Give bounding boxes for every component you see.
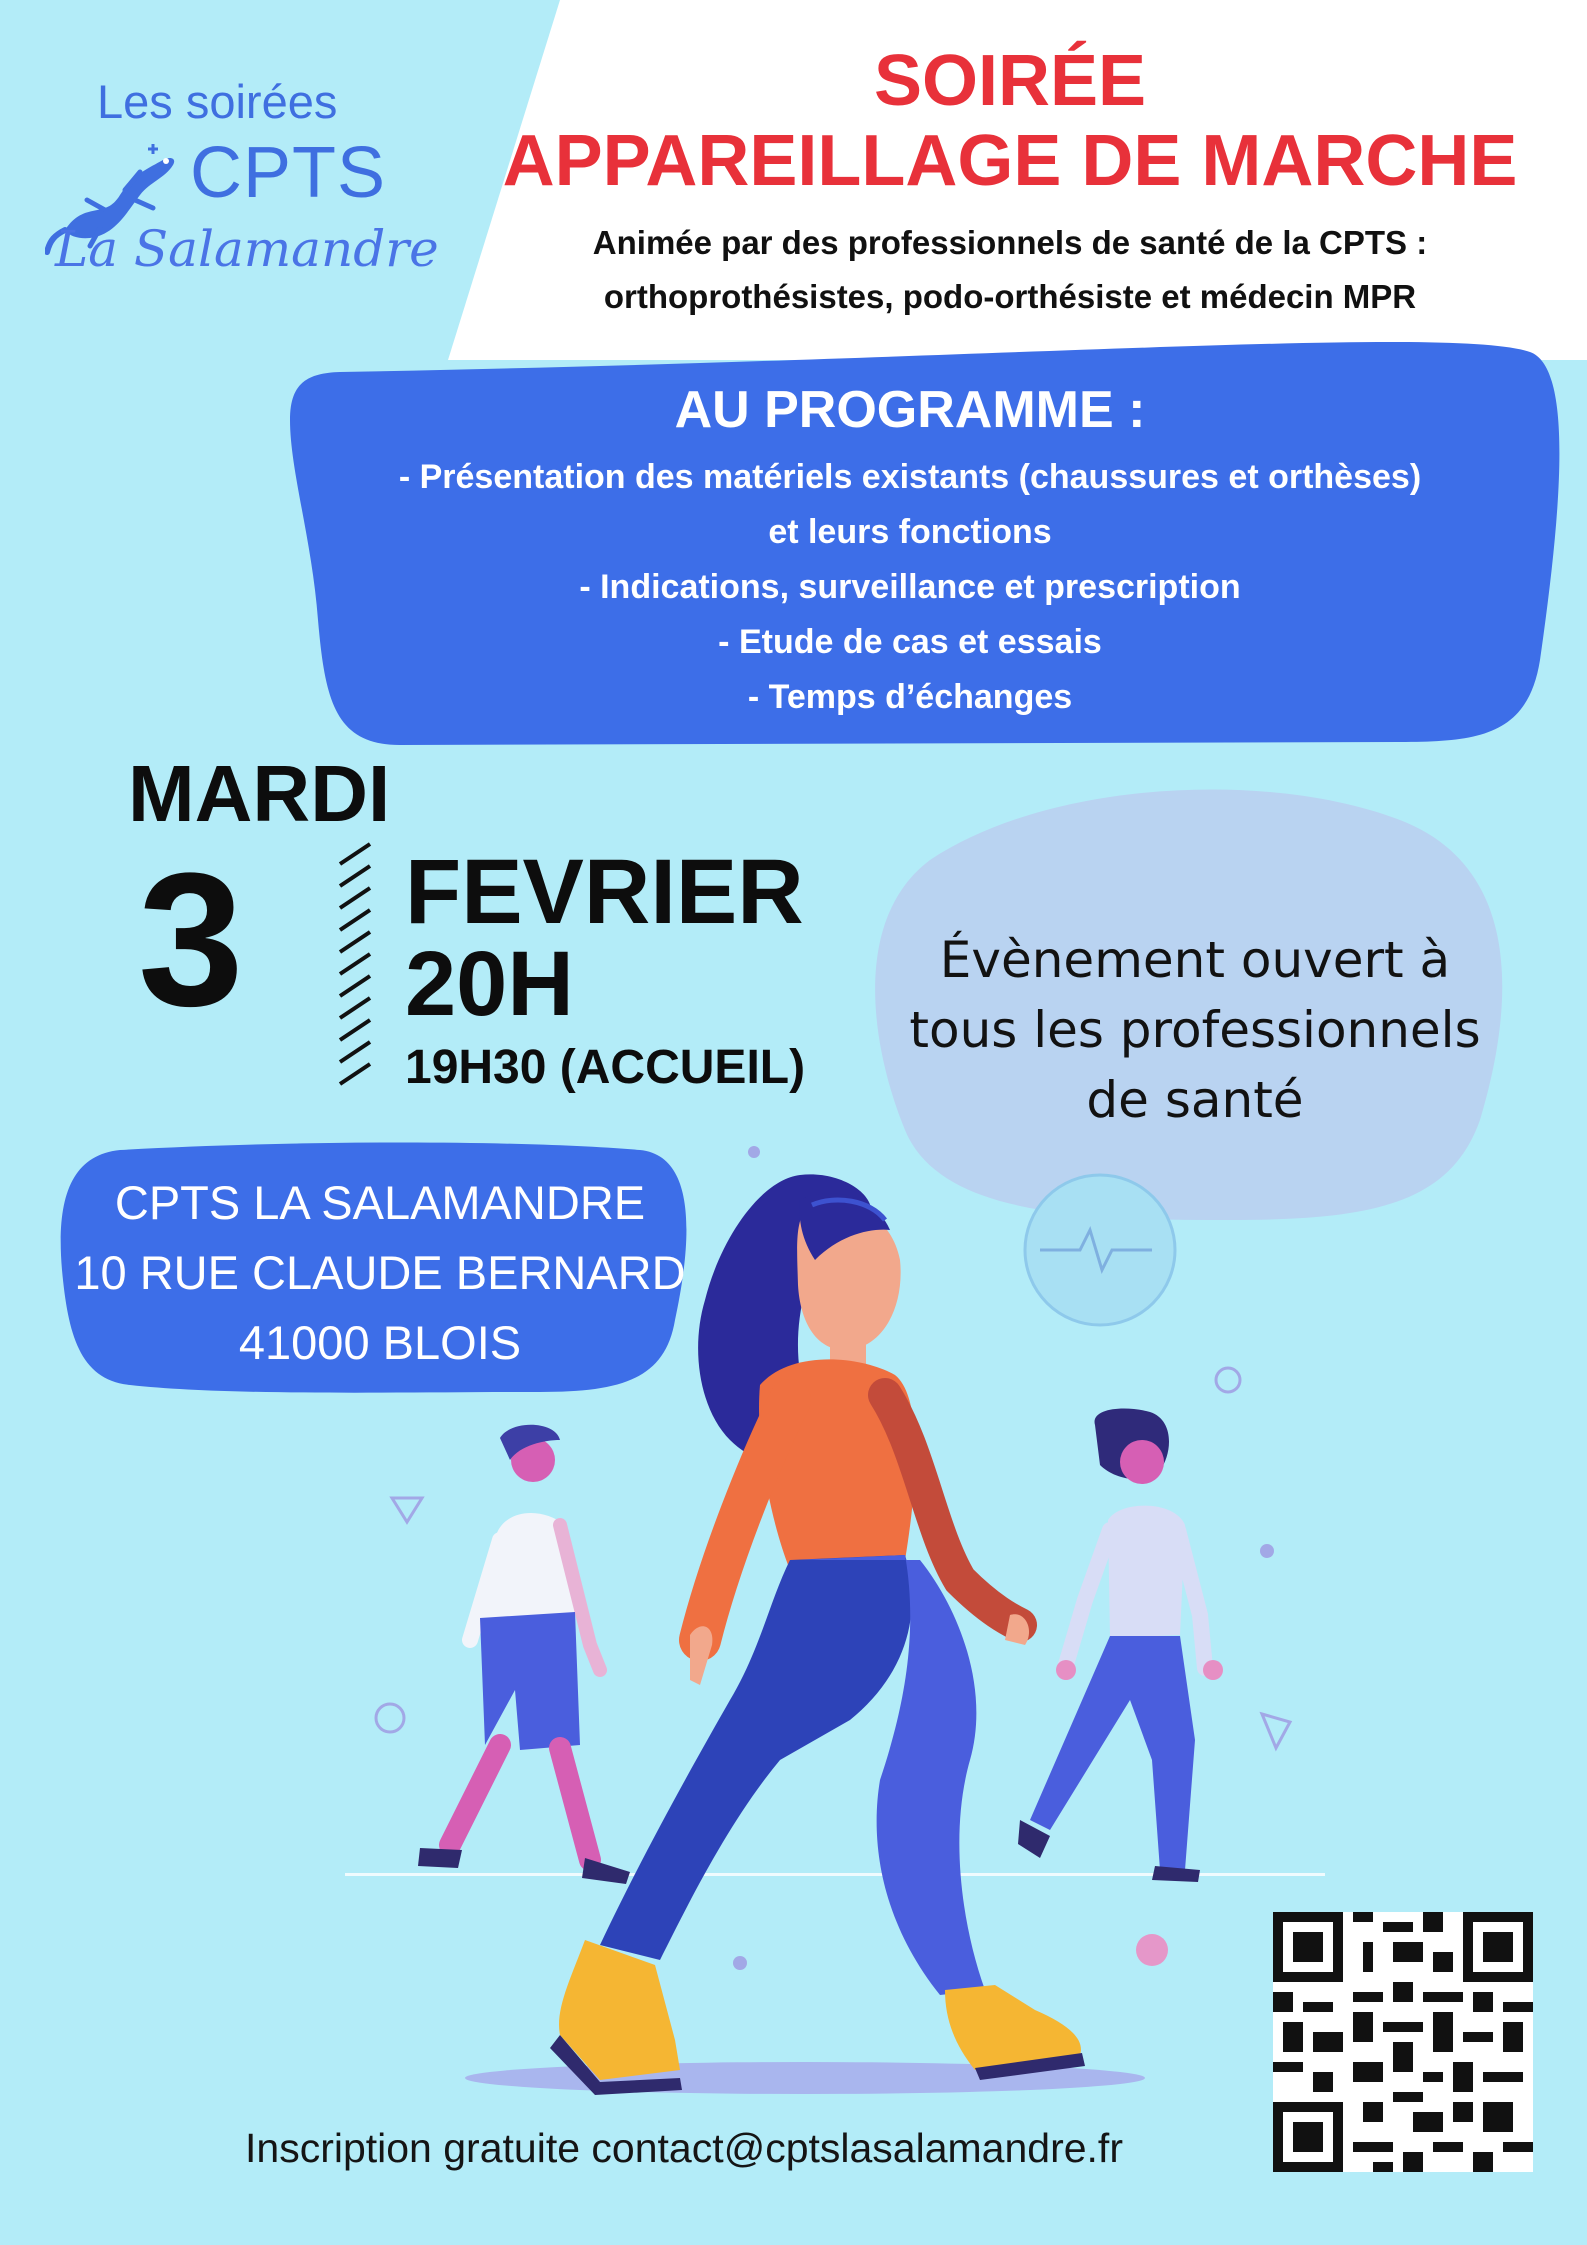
date-welcome-time: 19H30 (ACCUEIL) bbox=[405, 1041, 806, 1094]
qr-code-icon[interactable] bbox=[1273, 1912, 1533, 2172]
bubble-line: tous les professionnels bbox=[909, 1001, 1481, 1059]
program-item: - Indications, surveillance et prescription bbox=[579, 568, 1241, 606]
program-item: et leurs fonctions bbox=[768, 513, 1052, 551]
subtitle-line-1: Animée par des professionnels de santé de la CPTS : bbox=[592, 224, 1428, 261]
program-item: - Etude de cas et essais bbox=[718, 623, 1102, 661]
logo-line-salamandre: La Salamandre bbox=[55, 220, 439, 278]
address-line: CPTS LA SALAMANDRE bbox=[114, 1176, 646, 1229]
man-walker bbox=[418, 1425, 630, 1884]
date-number: 3 bbox=[138, 834, 244, 1046]
date-hour: 20H bbox=[405, 933, 574, 1035]
address bbox=[60, 1168, 700, 1378]
address-line: 10 RUE CLAUDE BERNARD bbox=[74, 1246, 686, 1299]
title-soiree: SOIRÉE bbox=[873, 41, 1147, 121]
program-heading: AU PROGRAMME : bbox=[674, 381, 1146, 439]
bubble-line: de santé bbox=[1086, 1071, 1304, 1129]
woman-walker-right bbox=[1018, 1408, 1223, 1882]
address-line: 41000 BLOIS bbox=[238, 1316, 522, 1369]
program-list bbox=[310, 450, 1510, 725]
open-event-text bbox=[880, 925, 1510, 1135]
hatch-divider bbox=[335, 842, 375, 1087]
program-item: - Temps d’échanges bbox=[747, 678, 1073, 716]
logo-line-cpts: CPTS bbox=[190, 133, 387, 213]
title-appareillage: APPAREILLAGE DE MARCHE bbox=[502, 121, 1518, 201]
subtitle-line-2: orthoprothésistes, podo-orthésiste et médecin MPR bbox=[603, 278, 1417, 315]
program-item: - Présentation des matériels existants (chaussures et orthèses) bbox=[398, 458, 1422, 496]
bubble-line: Évènement ouvert à bbox=[939, 931, 1451, 989]
logo-line-soirees: Les soirées bbox=[97, 75, 338, 128]
date-month: FEVRIER bbox=[405, 841, 804, 943]
date-day: MARDI bbox=[128, 749, 391, 838]
registration-text: Inscription gratuite contact@cptslasalamandre.fr bbox=[245, 2125, 1123, 2171]
